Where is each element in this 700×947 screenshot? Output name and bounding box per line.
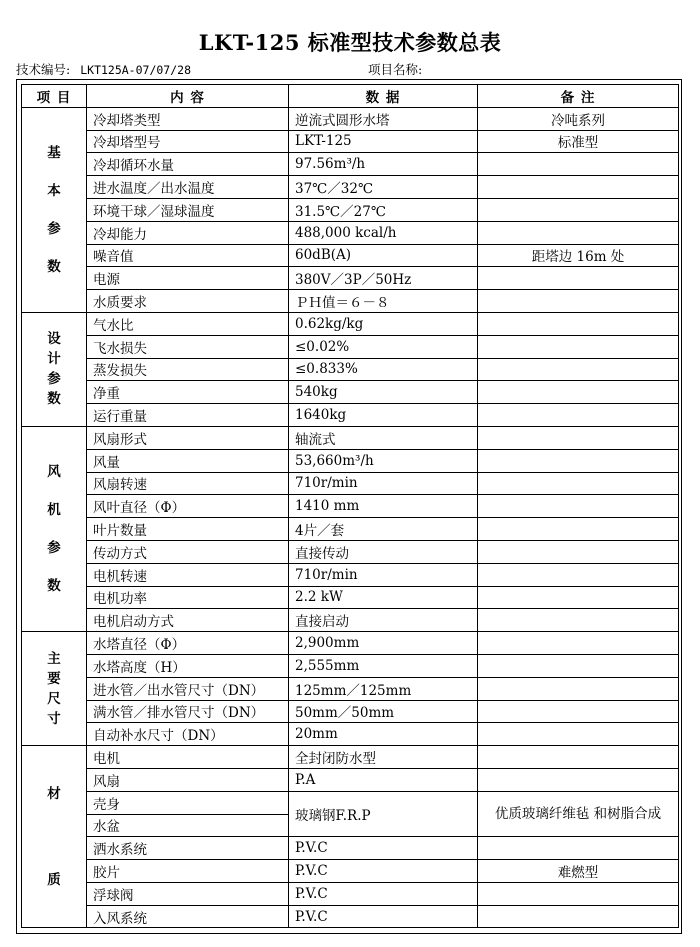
param-value: 488,000 kcal/h	[289, 221, 478, 244]
param-name: 胶片	[87, 860, 289, 883]
param-remark	[478, 472, 679, 495]
project-name-label: 项目名称:	[368, 62, 423, 77]
table-row	[22, 746, 679, 769]
header-content: 内 容	[87, 85, 289, 108]
param-name: 风扇形式	[87, 426, 289, 449]
param-remark: 难燃型	[478, 860, 679, 883]
group-char: 尺	[47, 690, 61, 707]
document-title: LKT-125 标准型技术参数总表	[198, 30, 502, 55]
param-remark	[478, 723, 679, 746]
param-value: 710r/min	[289, 472, 478, 495]
param-remark	[478, 449, 679, 472]
table-row	[22, 905, 679, 928]
table-row	[22, 563, 679, 586]
param-remark: 优质玻璃纤维毡 和树脂合成	[478, 791, 679, 837]
table-row	[22, 426, 679, 449]
group-char: 要	[47, 670, 61, 687]
param-value: 710r/min	[289, 563, 478, 586]
param-remark: 冷吨系列	[478, 107, 679, 130]
group-design	[22, 312, 87, 426]
group-char: 数	[47, 391, 61, 408]
table-row	[22, 221, 679, 244]
table-row	[22, 176, 679, 199]
table-row	[22, 404, 679, 427]
param-value: P.A	[289, 768, 478, 791]
group-char: 质	[47, 871, 61, 888]
param-name: 净重	[87, 381, 289, 404]
group-size	[22, 632, 87, 746]
table-row	[22, 723, 679, 746]
param-name: 噪音值	[87, 244, 289, 267]
param-remark	[478, 882, 679, 905]
group-char: 数	[47, 578, 61, 595]
param-remark	[478, 335, 679, 358]
param-name: 进水温度／出水温度	[87, 176, 289, 199]
group-char: 参	[47, 220, 61, 237]
param-value: 0.62kg/kg	[289, 312, 478, 335]
param-name: 环境干球／湿球温度	[87, 198, 289, 221]
group-fan	[22, 426, 87, 631]
param-value: 125mm／125mm	[289, 677, 478, 700]
param-name: 蒸发损失	[87, 358, 289, 381]
table-row	[22, 654, 679, 677]
table-row	[22, 381, 679, 404]
tech-code-label: 技术编号:	[16, 62, 71, 77]
param-value: P.V.C	[289, 837, 478, 860]
param-name: 运行重量	[87, 404, 289, 427]
param-remark	[478, 358, 679, 381]
table-row	[22, 358, 679, 381]
header-remark: 备 注	[478, 85, 679, 108]
group-char: 设	[47, 331, 61, 348]
param-value: ＰＨ值＝６－８	[289, 290, 478, 313]
param-remark: 标准型	[478, 130, 679, 153]
table-row	[22, 882, 679, 905]
param-remark	[478, 540, 679, 563]
param-name: 电源	[87, 267, 289, 290]
param-value: ≤0.833%	[289, 358, 478, 381]
param-name: 冷却塔类型	[87, 107, 289, 130]
param-value: 轴流式	[289, 426, 478, 449]
param-value: ≤0.02%	[289, 335, 478, 358]
param-remark	[478, 404, 679, 427]
table-row	[22, 791, 679, 814]
group-material	[22, 746, 87, 928]
group-char: 风	[47, 464, 61, 481]
table-row	[22, 449, 679, 472]
param-remark	[478, 153, 679, 176]
table-row	[22, 312, 679, 335]
header-row	[22, 85, 679, 108]
table-row	[22, 518, 679, 541]
param-name: 进水管／出水管尺寸（DN）	[87, 677, 289, 700]
table-row	[22, 244, 679, 267]
param-remark	[478, 677, 679, 700]
table-row	[22, 198, 679, 221]
param-remark	[478, 700, 679, 723]
param-value: 2,900mm	[289, 632, 478, 655]
param-remark	[478, 267, 679, 290]
tech-code-value: LKT125A-07/07/28	[80, 63, 191, 77]
param-value: 540kg	[289, 381, 478, 404]
param-name: 电机启动方式	[87, 609, 289, 632]
param-value: 玻璃钢F.R.P	[289, 791, 478, 837]
param-name: 电机转速	[87, 563, 289, 586]
param-value: LKT-125	[289, 130, 478, 153]
param-value: 20mm	[289, 723, 478, 746]
group-char: 材	[47, 785, 61, 802]
param-remark	[478, 563, 679, 586]
param-name: 浮球阀	[87, 882, 289, 905]
param-value: 37℃／32℃	[289, 176, 478, 199]
table-row	[22, 472, 679, 495]
param-remark	[478, 381, 679, 404]
param-name: 水塔高度（H）	[87, 654, 289, 677]
param-value: P.V.C	[289, 860, 478, 883]
table-row	[22, 677, 679, 700]
param-remark	[478, 586, 679, 609]
param-name: 风量	[87, 449, 289, 472]
table-row	[22, 107, 679, 130]
table-row	[22, 540, 679, 563]
param-remark	[478, 426, 679, 449]
param-name: 冷却塔型号	[87, 130, 289, 153]
param-remark	[478, 746, 679, 769]
param-remark	[478, 198, 679, 221]
table-row	[22, 860, 679, 883]
param-remark: 距塔边 16m 处	[478, 244, 679, 267]
param-name: 水质要求	[87, 290, 289, 313]
param-name: 水盆	[87, 814, 289, 837]
param-value: 2,555mm	[289, 654, 478, 677]
param-name: 飞水损失	[87, 335, 289, 358]
param-value: 2.2 kW	[289, 586, 478, 609]
param-name: 传动方式	[87, 540, 289, 563]
param-value: 直接启动	[289, 609, 478, 632]
param-value: 1640kg	[289, 404, 478, 427]
table-row	[22, 153, 679, 176]
tech-code	[16, 60, 191, 78]
param-value: 50mm／50mm	[289, 700, 478, 723]
param-remark	[478, 609, 679, 632]
param-value: P.V.C	[289, 905, 478, 928]
table-row	[22, 335, 679, 358]
param-remark	[478, 176, 679, 199]
table-row	[22, 290, 679, 313]
table-row	[22, 267, 679, 290]
param-value: 31.5℃／27℃	[289, 198, 478, 221]
param-remark	[478, 768, 679, 791]
param-remark	[478, 837, 679, 860]
param-value: P.V.C	[289, 882, 478, 905]
param-remark	[478, 654, 679, 677]
group-char: 寸	[47, 710, 61, 727]
table-row	[22, 700, 679, 723]
param-remark	[478, 632, 679, 655]
param-name: 洒水系统	[87, 837, 289, 860]
param-name: 气水比	[87, 312, 289, 335]
param-name: 入风系统	[87, 905, 289, 928]
param-value: 53,660m³/h	[289, 449, 478, 472]
param-remark	[478, 221, 679, 244]
param-name: 叶片数量	[87, 518, 289, 541]
param-remark	[478, 495, 679, 518]
table-row	[22, 632, 679, 655]
table-row	[22, 495, 679, 518]
param-value: 1410 mm	[289, 495, 478, 518]
param-value: 60dB(A)	[289, 244, 478, 267]
param-remark	[478, 290, 679, 313]
param-value: 4片／套	[289, 518, 478, 541]
param-name: 风扇	[87, 768, 289, 791]
spec-table	[21, 84, 679, 928]
param-name: 风扇转速	[87, 472, 289, 495]
table-row	[22, 586, 679, 609]
group-char: 机	[47, 502, 61, 519]
group-char: 基	[47, 144, 61, 161]
header-data: 数 据	[289, 85, 478, 108]
group-char: 计	[47, 351, 61, 368]
param-value: 97.56m³/h	[289, 153, 478, 176]
param-name: 电机	[87, 746, 289, 769]
param-name: 电机功率	[87, 586, 289, 609]
table-row	[22, 130, 679, 153]
param-remark	[478, 312, 679, 335]
param-remark	[478, 905, 679, 928]
table-row	[22, 609, 679, 632]
group-char: 本	[47, 182, 61, 199]
param-name: 冷却能力	[87, 221, 289, 244]
param-name: 水塔直径（Φ）	[87, 632, 289, 655]
group-char: 数	[47, 258, 61, 275]
group-char: 参	[47, 371, 61, 388]
table-row	[22, 837, 679, 860]
group-char: 主	[47, 650, 61, 667]
param-remark	[478, 518, 679, 541]
param-name: 壳身	[87, 791, 289, 814]
param-value: 逆流式圆形水塔	[289, 107, 478, 130]
header-item: 项 目	[22, 85, 87, 108]
table-row	[22, 768, 679, 791]
param-name: 自动补水尺寸（DN）	[87, 723, 289, 746]
param-name: 满水管／排水管尺寸（DN）	[87, 700, 289, 723]
param-value: 380V／3P／50Hz	[289, 267, 478, 290]
group-char: 参	[47, 540, 61, 557]
param-name: 风叶直径（Φ）	[87, 495, 289, 518]
param-value: 全封闭防水型	[289, 746, 478, 769]
group-basic	[22, 107, 87, 312]
param-value: 直接传动	[289, 540, 478, 563]
param-name: 冷却循环水量	[87, 153, 289, 176]
